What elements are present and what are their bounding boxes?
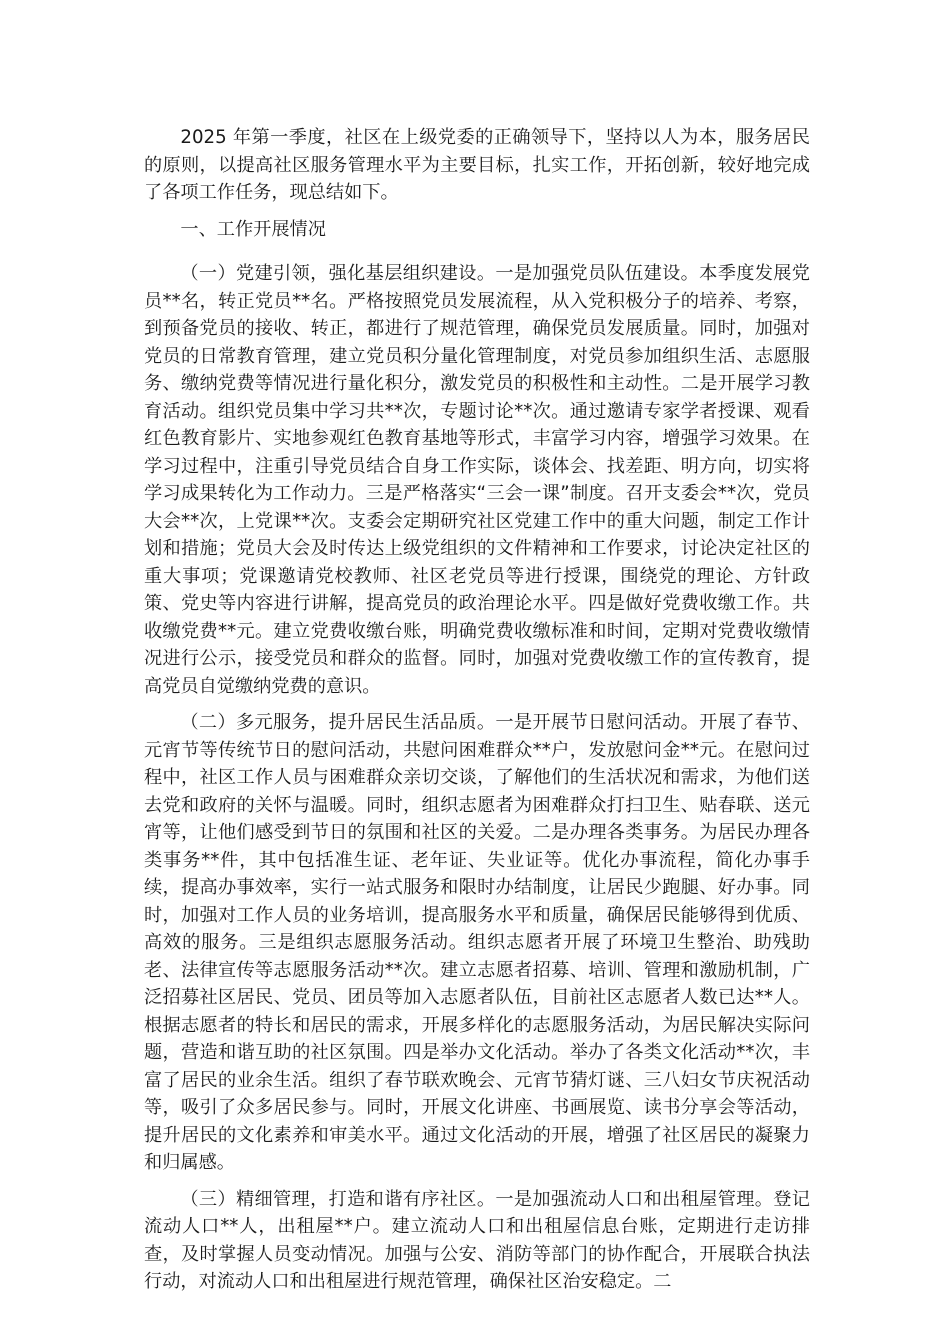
- intro-paragraph: 2025 年第一季度，社区在上级党委的正确领导下，坚持以人为本，服务居民的原则，以提高社区服务管理水平为主要目标，扎实工作，开拓创新，较好地完成了各项工作任务，现总结如下。: [144, 127, 810, 203]
- paragraph-fine-management: （三）精细管理，打造和谐有序社区。一是加强流动人口和出租屋管理。登记流动人口**人，出租屋**户。建立流动人口和出租屋信息台账，定期进行走访排查，及时掌握人员变动情况。加强与公安、消防等部门的协作配合，开展联合执法行动，对流动人口和出租屋进行规范管理，确保社区治安稳定。二: [144, 1188, 810, 1292]
- paragraph-diverse-services: （二）多元服务，提升居民生活品质。一是开展节日慰问活动。开展了春节、元宵节等传统节日的慰问活动，共慰问困难群众**户，发放慰问金**元。在慰问过程中，社区工作人员与困难群众亲切交谈，了解他们的生活状况和需求，为他们送去党和政府的关怀与温暖。同时，组织志愿者为困难群众打扫卫生、贴春联、送元宵等，让他们感受到节日的氛围和社区的关爱。二是办理各类事务。为居民办理各类事务**件，其中包括准生证、老年证、失业证等。优化办事流程，简化办事手续，提高办事效率，实行一站式服务和限时办结制度，让居民少跑腿、好办事。同时，加强对工作人员的业务培训，提高服务水平和质量，确保居民能够得到优质、高效的服务。三是组织志愿服务活动。组织志愿者开展了环境卫生整治、助残助老、法律宣传等志愿服务活动**次。建立志愿者招募、培训、管理和激励机制，广泛招募社区居民、党员、团员等加入志愿者队伍，目前社区志愿者人数已达**人。根据志愿者的特长和居民的需求，开展多样化的志愿服务活动，为居民解决实际问题，营造和谐互助的社区氛围。四是举办文化活动。举办了各类文化活动**次，丰富了居民的业余生活。组织了春节联欢晚会、元宵节猜灯谜、三八妇女节庆祝活动等，吸引了众多居民参与。同时，开展文化讲座、书画展览、读书分享会等活动，提升居民的文化素养和审美水平。通过文化活动的开展，增强了社区居民的凝聚力和归属感。: [144, 712, 810, 1173]
- document-body: [144, 124, 810, 1296]
- section-heading: 一、工作开展情况: [180, 218, 326, 240]
- paragraph-party-building: （一）党建引领，强化基层组织建设。一是加强党员队伍建设。本季度发展党员**名，转正党员**名。严格按照党员发展流程，从入党积极分子的培养、考察，到预备党员的接收、转正，都进行了规范管理，确保党员发展质量。同时，加强对党员的日常教育管理，建立党员积分量化管理制度，对党员参加组织生活、志愿服务、缴纳党费等情况进行量化积分，激发党员的积极性和主动性。二是开展学习教育活动。组织党员集中学习共**次，专题讨论**次。通过邀请专家学者授课、观看红色教育影片、实地参观红色教育基地等形式，丰富学习内容，增强学习效果。在学习过程中，注重引导党员结合自身工作实际，谈体会、找差距、明方向，切实将学习成果转化为工作动力。三是严格落实“三会一课”制度。召开支委会**次，党员大会**次，上党课**次。支委会定期研究社区党建工作中的重大问题，制定工作计划和措施；党员大会及时传达上级党组织的文件精神和工作要求，讨论决定社区的重大事项；党课邀请党校教师、社区老党员等进行授课，围绕党的理论、方针政策、党史等内容进行讲解，提高党员的政治理论水平。四是做好党费收缴工作。共收缴党费**元。建立党费收缴台账，明确党费收缴标准和时间，定期对党费收缴情况进行公示，接受党员和群众的监督。同时，加强对党费收缴工作的宣传教育，提高党员自觉缴纳党费的意识。: [144, 263, 810, 697]
